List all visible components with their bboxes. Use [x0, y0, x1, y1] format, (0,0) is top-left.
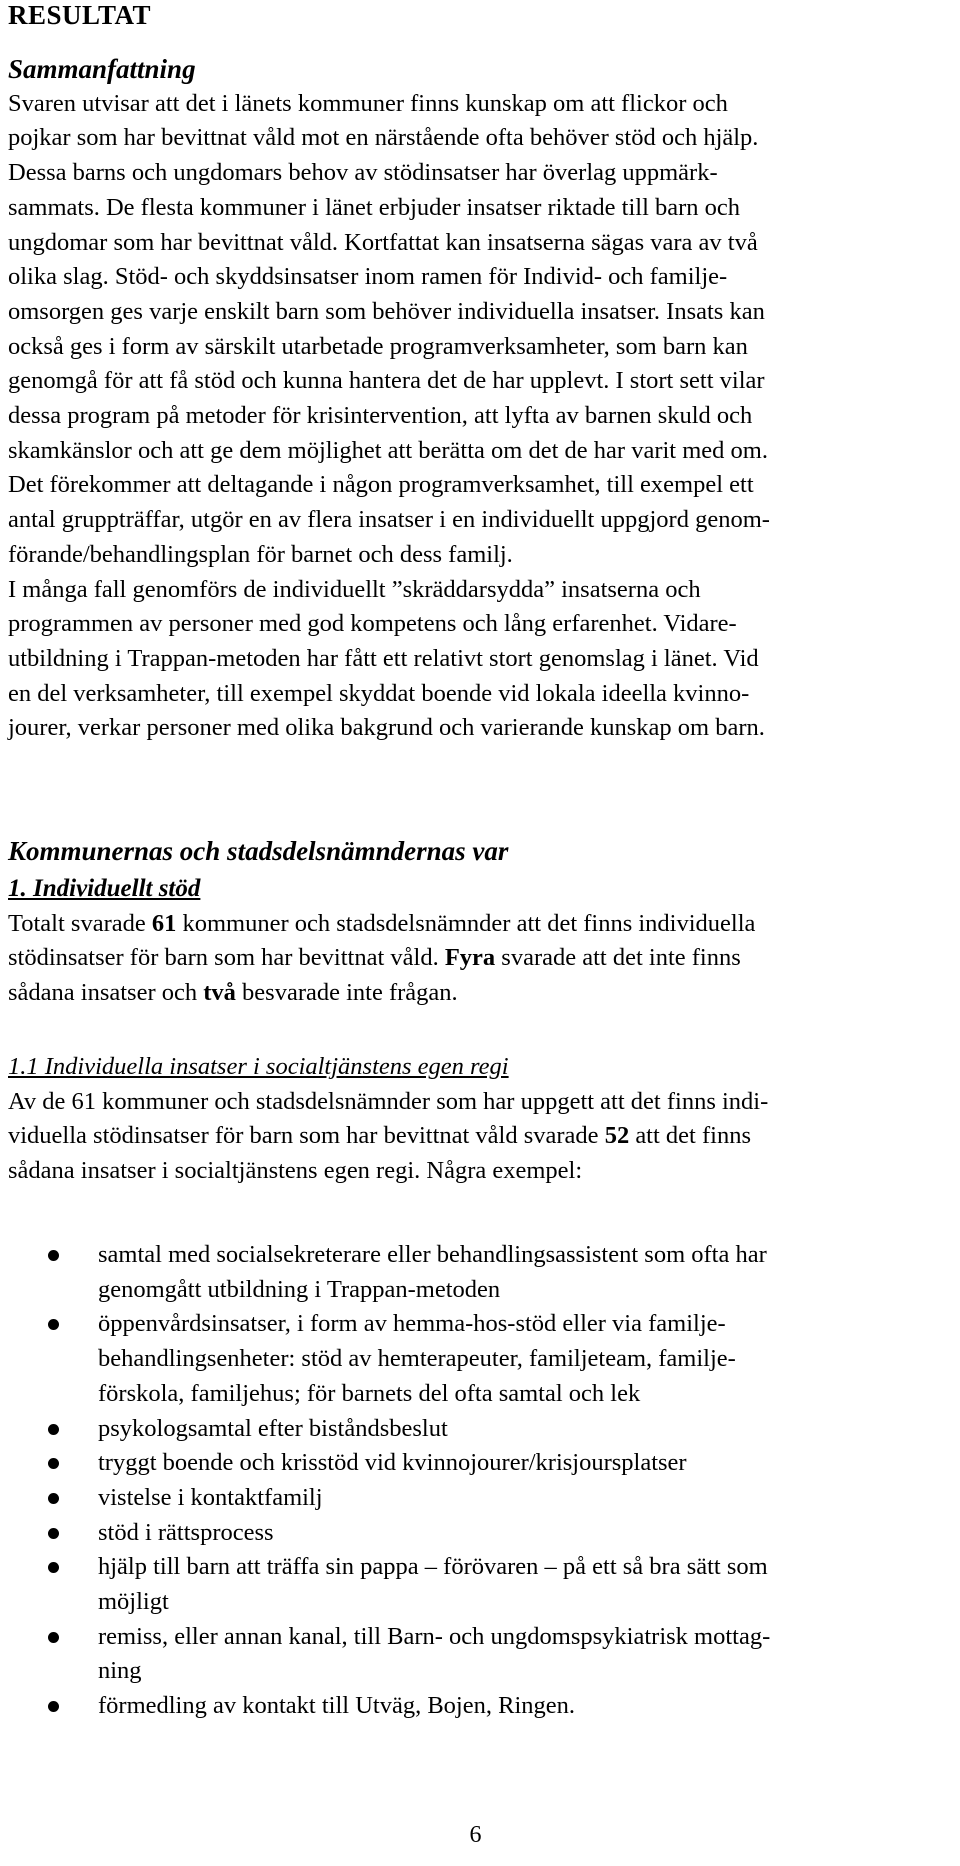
- subsection-heading-1-1: 1.1 Individuella insatser i socialtjänstens egen regi: [8, 1053, 509, 1080]
- summary-line: ungdomar som har bevittnat våld. Kortfattat kan insatserna sägas vara av två: [8, 228, 758, 256]
- summary-line: förande/behandlingsplan för barnet och dess familj.: [8, 540, 513, 568]
- list-item: [8, 1412, 943, 1447]
- list-item: [8, 1620, 943, 1689]
- summary-paragraph: [8, 87, 943, 746]
- list-item: [8, 1550, 943, 1619]
- summary-line: skamkänslor och att ge dem möjlighet att berätta om det de har varit med om.: [8, 436, 768, 464]
- summary-line: jourer, verkar personer med olika bakgrund och varierande kunskap om barn.: [8, 714, 765, 742]
- summary-line: Dessa barns och ungdomars behov av stödinsatser har överlag uppmärk-: [8, 159, 718, 187]
- page-number: 6: [469, 1822, 482, 1848]
- list-item: [8, 1481, 943, 1516]
- summary-line: pojkar som har bevittnat våld mot en närstående ofta behöver stöd och hjälp.: [8, 124, 759, 152]
- list-item-line: samtal med socialsekreterare eller behandlingsassistent som ofta har: [98, 1241, 767, 1268]
- list-item-line: genomgått utbildning i Trappan-metoden: [98, 1275, 501, 1303]
- regi-line-1: Av de 61 kommuner och stadsdelsnämnder som har uppgett att det finns indi-: [8, 1087, 769, 1115]
- list-item-line: remiss, eller annan kanal, till Barn- och ungdomspsykiatrisk mottag-: [98, 1622, 771, 1650]
- bullet-icon: [48, 1493, 59, 1504]
- list-item-line: hjälp till barn att träffa sin pappa – förövaren – på ett så bra sätt som: [98, 1553, 768, 1581]
- list-item-line: öppenvårdsinsatser, i form av hemma-hos-stöd eller via familje-: [98, 1310, 726, 1338]
- list-item: [8, 1307, 943, 1411]
- summary-line: dessa program på metoder för krisintervention, att lyfta av barnen skuld och: [8, 402, 753, 430]
- list-item-line: stöd i rättsprocess: [98, 1518, 274, 1546]
- summary-heading: Sammanfattning: [8, 54, 196, 84]
- section-heading: Kommunernas och stadsdelsnämndernas var: [8, 836, 509, 866]
- summary-line: omsorgen ges varje enskilt barn som behöver individuella insatser. Insats kan: [8, 297, 765, 325]
- list-item-line: förskola, familjehus; för barnets del ofta samtal och lek: [98, 1379, 641, 1407]
- subsection-own-regi: [8, 1050, 943, 1189]
- bullet-icon: [48, 1250, 59, 1261]
- bullet-icon: [48, 1701, 59, 1712]
- list-item-line: förmedling av kontakt till Utväg, Bojen, Ringen.: [98, 1692, 575, 1720]
- support-line-2: stödinsatser för barn som har bevittnat våld. Fyra svarade att det inte finns: [8, 944, 741, 972]
- bullet-icon: [48, 1319, 59, 1330]
- list-item-line: ning: [98, 1657, 142, 1685]
- summary-line: genomgå för att få stöd och kunna hantera det de har upplevt. I stort sett vilar: [8, 367, 765, 395]
- regi-line-3: sådana insatser i socialtjänstens egen regi. Några exempel:: [8, 1157, 583, 1185]
- summary-line: Svaren utvisar att det i länets kommuner finns kunskap om att flickor och: [8, 89, 728, 117]
- subsection-heading: 1. Individuellt stöd: [8, 875, 201, 902]
- regi-line-2: viduella stödinsatser för barn som har bevittnat våld svarade 52 att det finns: [8, 1122, 751, 1150]
- list-item-line: tryggt boende och krisstöd vid kvinnojourer/krisjoursplatser: [98, 1449, 687, 1477]
- examples-list: [8, 1238, 943, 1724]
- list-item: [8, 1238, 943, 1307]
- summary-line: antal gruppträffar, utgör en av flera insatser i en individuellt uppgjord genom-: [8, 506, 770, 534]
- bullet-icon: [48, 1458, 59, 1469]
- list-item: [8, 1689, 943, 1724]
- list-item: [8, 1516, 943, 1551]
- support-line-1: Totalt svarade 61 kommuner och stadsdelsnämnder att det finns individuella: [8, 909, 756, 937]
- list-item-line: behandlingsenheter: stöd av hemterapeuter, familjeteam, familje-: [98, 1345, 736, 1373]
- bullet-icon: [48, 1562, 59, 1573]
- list-item-line: möjligt: [98, 1588, 169, 1616]
- summary-line: Det förekommer att deltagande i någon programverksamhet, till exempel ett: [8, 471, 754, 499]
- summary-line: programmen av personer med god kompetens och lång erfarenhet. Vidare-: [8, 610, 737, 638]
- list-item-line: vistelse i kontaktfamilj: [98, 1483, 323, 1511]
- summary-line: utbildning i Trappan-metoden har fått ett relativt stort genomslag i länet. Vid: [8, 644, 759, 672]
- page-title: RESULTAT: [8, 0, 152, 30]
- summary-line: I många fall genomförs de individuellt ”skräddarsydda” insatserna och: [8, 575, 701, 603]
- support-line-3: sådana insatser och två besvarade inte frågan.: [8, 979, 458, 1007]
- bullet-icon: [48, 1632, 59, 1643]
- list-item-line: psykologsamtal efter biståndsbeslut: [98, 1414, 448, 1442]
- bullet-icon: [48, 1424, 59, 1435]
- summary-line: olika slag. Stöd- och skyddsinsatser inom ramen för Individ- och familje-: [8, 263, 728, 291]
- summary-section: [8, 52, 943, 746]
- summary-line: sammats. De flesta kommuner i länet erbjuder insatser riktade till barn och: [8, 193, 741, 221]
- list-item: [8, 1446, 943, 1481]
- summary-line: också ges i form av särskilt utarbetade programverksamheter, som barn kan: [8, 332, 748, 360]
- subsection-individual-support: [8, 872, 943, 1011]
- summary-line: en del verksamheter, till exempel skyddat boende vid lokala ideella kvinno-: [8, 679, 750, 707]
- bullet-icon: [48, 1528, 59, 1539]
